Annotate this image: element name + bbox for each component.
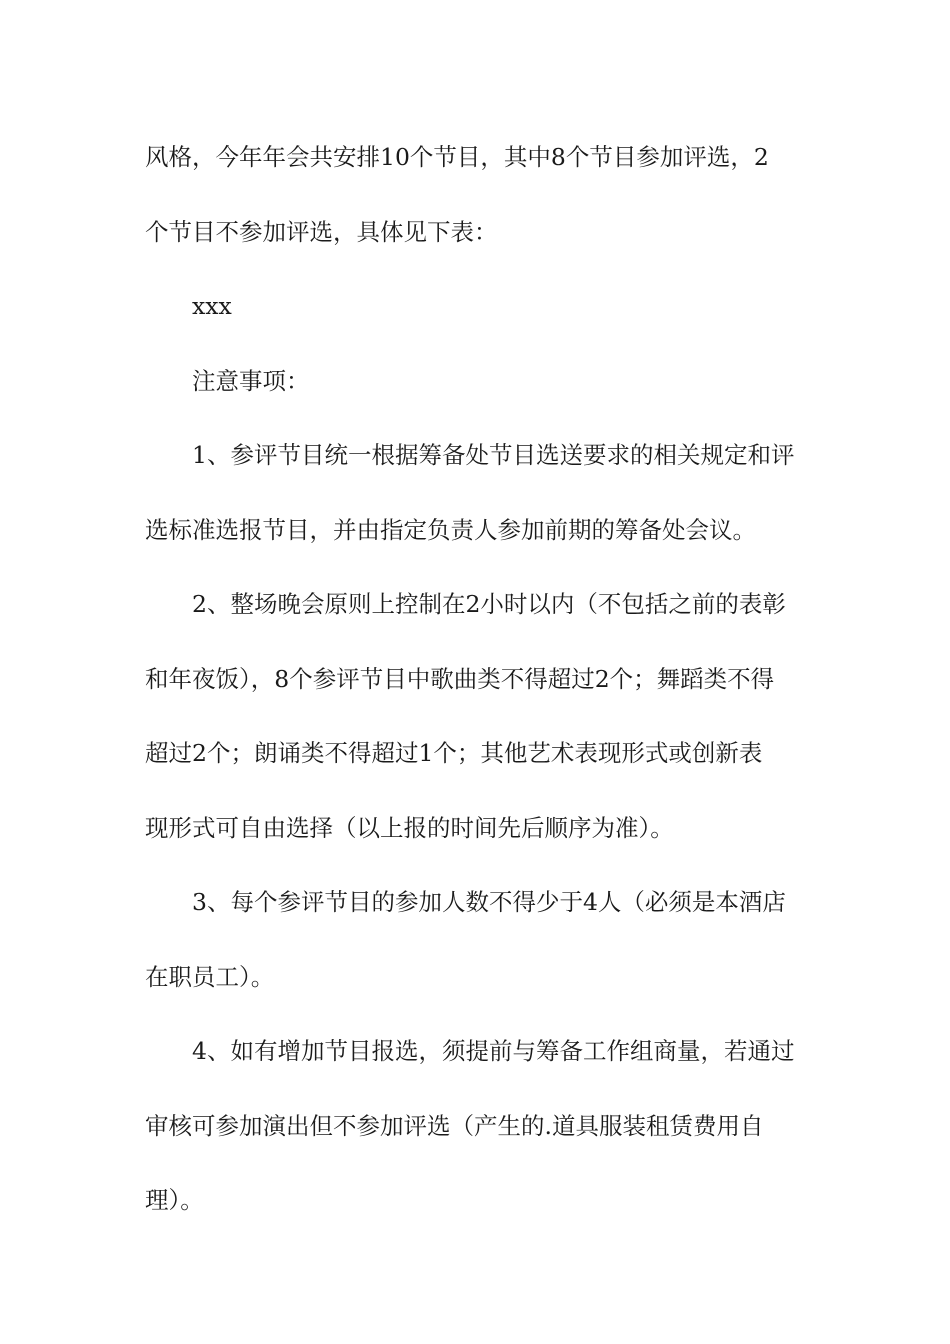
document-body	[145, 120, 810, 1238]
text-line-11: 3、每个参评节目的参加人数不得少于4人（必须是本酒店	[192, 888, 786, 916]
text-line-14: 审核可参加演出但不参加评选（产生的.道具服装租赁费用自	[145, 1111, 764, 1140]
text-line-13: 4、如有增加节目报选，须提前与筹备工作组商量，若通过	[192, 1037, 795, 1065]
text-line-2: 个节目不参加评选，具体见下表：	[145, 217, 498, 246]
text-line-6: 选标准选报节目，并由指定负责人参加前期的筹备处会议。	[145, 515, 756, 544]
text-line-7: 2、整场晚会原则上控制在2小时以内（不包括之前的表彰	[192, 590, 786, 618]
text-line-10: 现形式可自由选择（以上报的时间先后顺序为准）。	[145, 813, 674, 842]
text-line-3: xxx	[192, 292, 232, 320]
text-line-9: 超过2个；朗诵类不得超过1个；其他艺术表现形式或创新表	[145, 739, 763, 767]
text-line-1: 风格，今年年会共安排10个节目，其中8个节目参加评选，2	[145, 143, 769, 171]
text-line-15: 理）。	[145, 1186, 204, 1214]
text-line-5: 1、参评节目统一根据筹备处节目选送要求的相关规定和评	[192, 441, 795, 469]
text-line-12: 在职员工）。	[145, 962, 275, 991]
text-line-8: 和年夜饭），8个参评节目中歌曲类不得超过2个；舞蹈类不得	[145, 664, 775, 693]
section-heading-notes: 注意事项：	[192, 366, 310, 395]
